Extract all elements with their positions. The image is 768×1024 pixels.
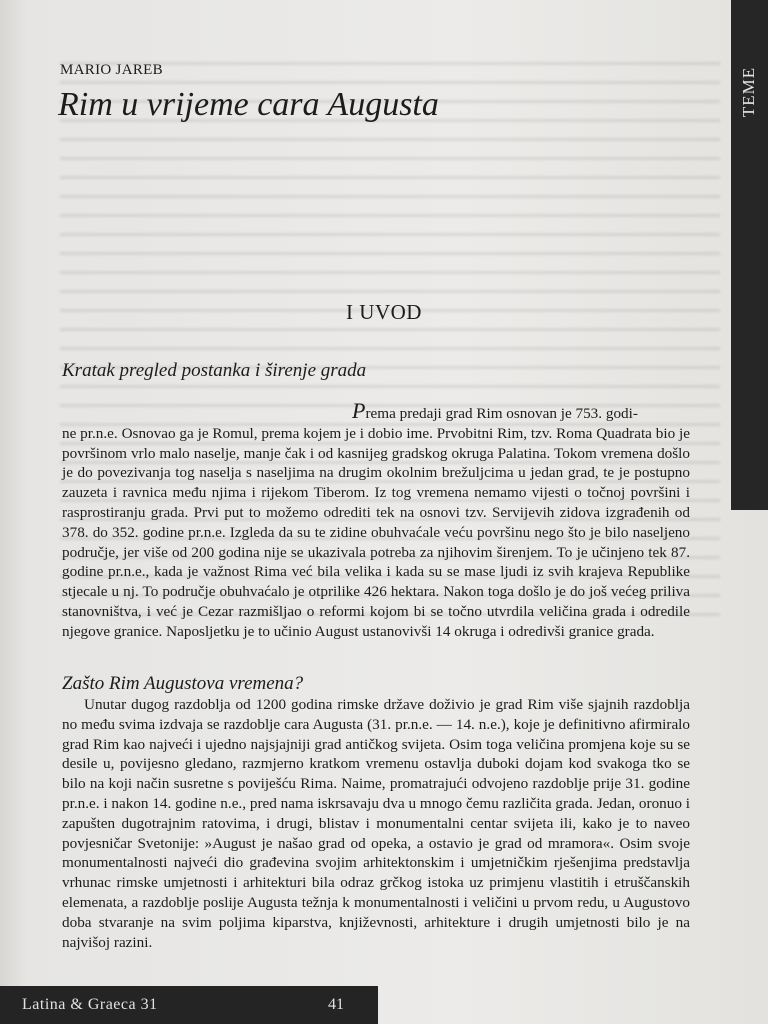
paragraph-1 (62, 398, 690, 642)
journal-name: Latina & Graeca 31 (22, 996, 158, 1013)
paragraph-1-first-line-text: rema predaji grad Rim osnovan je 753. godi- (365, 405, 638, 422)
paragraph-1-body: ne pr.n.e. Osnovao ga je Romul, prema kojem je i dobio ime. Prvobitni Rim, tzv. Roma Quadrata bio je površinom vrlo malo naselje, manje čak i od kasnijeg gradskog okruga Palatina. Tokom vremena došlo je do povezivanja tog naselja s naseljima na drugim okolnim brežuljcima u jedan grad, te je postupno zauzeta i ravnica među njima i rijekom Tiberom. Iz tog vremena nemamo vijesti o točnoj površini i rasprostiranju grada. Prvi put to možemo odrediti tek na osnovi tzv. Servijevih zidova izgrađenih od 378. do 352. godine pr.n.e. Izgleda da su te zidine obuhvaćale veću površinu nego što je bilo naseljeno područje, jer više od 200 godina nije se ukazivala potreba za njihovim širenjem. To je učinjeno tek 87. godine pr.n.e., kada je važnost Rima već bila velika i kada su se mase ljudi iz svih krajeva Republike stjecale u nj. To područje obuhvaćalo je otprilike 426 hektara. Nakon toga došlo je do još većeg priliva stanovništva, i već je Cezar razmišljao o reformi kojom bi se točno utvrdila veličina grada i odredile njegove granice. Naposljetku je to učinio August ustanovivši 14 okruga i odredivši granice grada. (62, 424, 690, 640)
drop-cap: P (352, 398, 366, 423)
subsection-heading-1: Kratak pregled postanka i širenje grada (62, 360, 367, 381)
author-name: MARIO JAREB (60, 62, 163, 78)
page-number: 41 (328, 996, 344, 1013)
article-title: Rim u vrijeme cara Augusta (58, 86, 439, 123)
section-heading: I UVOD (346, 300, 422, 324)
subsection-heading-2: Zašto Rim Augustova vremena? (62, 673, 304, 694)
paragraph-2: Unutar dugog razdoblja od 1200 godina rimske države doživio je grad Rim više sjajnih razdoblja no među svima izdvaja se razdoblje cara Augusta (31. pr.n.e. — 14. n.e.), koje je definitivno afirmiralo grad Rim kao najveći i ujedno najsjajniji grad antičkog svijeta. Osim toga veličina promjena koje su se desile u, povijesno gledano, razmjerno kratkom vremenu ostavlja duboki dojam kod svakoga tko se bilo na koji način susretne s poviješću Rima. Naime, promatrajući odvojeno razdoblje prije 31. godine pr.n.e. i nakon 14. godine n.e., pred nama iskrsavaju dva u mnogo čemu različita grada. Jedan, oronuo i zapušten dugotrajnim ratovima, i drugi, blistav i monumentalni centar svijeta ili, kako je to naveo povjesničar Svetonije: »August je našao grad od opeka, a ostavio je grad od mramora«. Osim svoje monumentalnosti najveći dio građevina svojim arhitektonskim i umjetničkim rješenjima predstavlja vrhunac rimske umjetnosti i arhitekturi bila odraz grčkog istoka uz primjenu vlastitih i etruščanskih elemenata, a razdoblje poslije Augusta težnja k monumentalnosti i veličini u prvom redu, u Augustovo doba stvaranje na svim poljima kiparstva, književnosti, arhitekture i drugih umjetnosti bilo je na najvišoj razini. (62, 696, 690, 951)
section-tab-label: TEME (739, 66, 758, 118)
paragraph-1-first-line (62, 398, 690, 424)
